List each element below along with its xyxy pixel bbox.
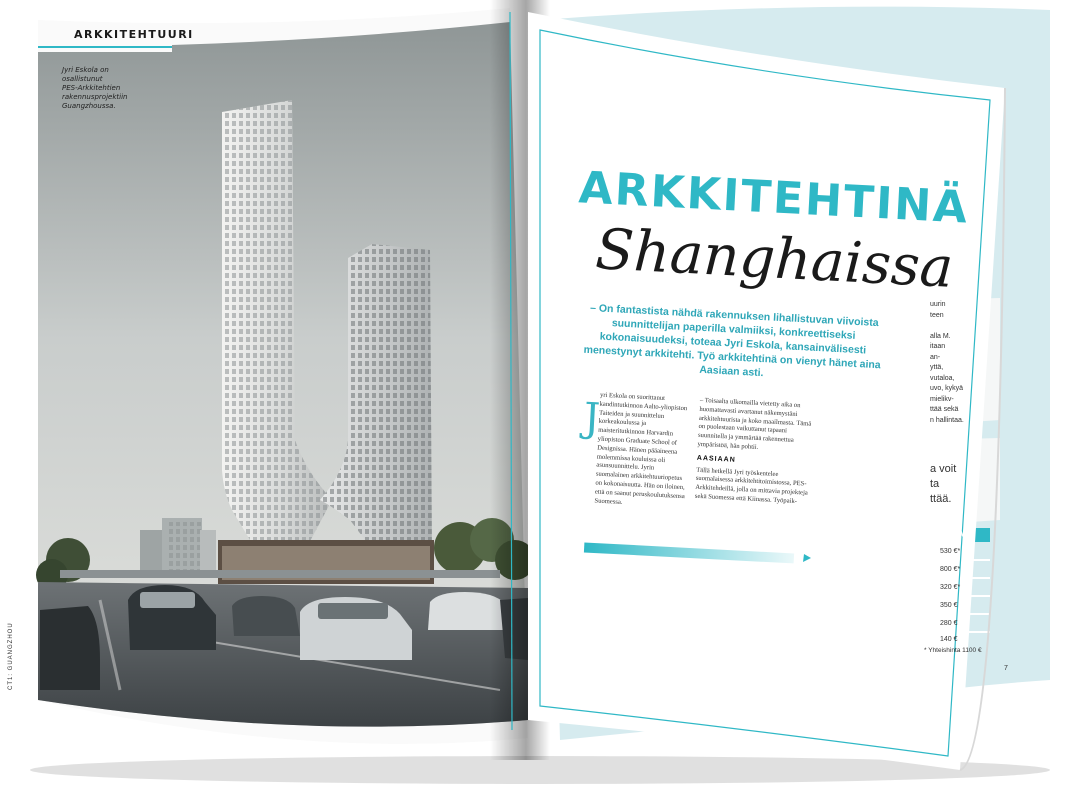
back-page-text-large: a voit ta ttää.	[930, 463, 957, 505]
article-title-script: Shanghaissa	[593, 217, 955, 301]
back-page-text: uurin teen alla M. itaan an- yttä, vutaloa, uvo, kykyä mielikv- ttää sekä n hallintaa.	[930, 301, 964, 424]
price-cell: 280 €	[940, 620, 958, 627]
price-cell: 530 €*	[940, 548, 961, 555]
page-number: 7	[1004, 665, 1008, 672]
price-note: * Yhteishinta 1100 €	[924, 647, 982, 654]
article-title: ARKKITEHTINÄ	[577, 162, 971, 234]
article-lead: – On fantastista nähdä rakennuksen lihallistuvan viivoista suunnittelijan paperilla valmiiksi, konkreettiseksi kokonaisuudeksi, toteaa Jyri Eskola, kansainvälisesti menestynyt arkkitehti. Työ arkkitehtinä on vienyt hänet aina Aasiaan asti.	[583, 301, 882, 380]
photo-credit: CT1: GUANGZHOU	[8, 622, 14, 690]
body-paragraph: Tällä hetkellä Jyri työskentelee suomalaisessa arkkitehtitoimistossa, PES-Arkkitehdeillä, jolla on mittavia projekteja sekä Suomessa että Kiinassa. Työpaik-	[694, 466, 808, 506]
drop-cap: J	[582, 394, 602, 442]
price-cell: 800 €*	[940, 566, 961, 573]
price-cell: 140 €	[940, 636, 958, 643]
photo-caption: Jyri Eskola on osallistunut PES-Arkkitehtien rakennusprojektiin Guangzhoussa.	[62, 66, 128, 110]
subheading: AASIAAN	[696, 454, 736, 464]
body-paragraph: – Toisaalta ulkomailla vietetty aika on huomattavasti avartanut näkemystäni arkkitehtuurista ja koko maailmasta. Tämä on puolestaan vaikuttanut tapaani suunnitella ja ymmärtää rakennettua ympäristöä, hän pohtii.	[697, 396, 812, 451]
section-label: ARKKITEHTUURI	[74, 28, 194, 41]
body-column-2	[695, 397, 818, 508]
price-table-title: HINTA	[940, 530, 964, 539]
price-cell: 350 €	[940, 602, 958, 609]
price-cell: 320 €*	[940, 584, 961, 591]
body-column-1: yri Eskola on suorittanut kandintutkinnon Aalto-yliopiston Taiteiden ja suunnittelun korkeakoulussa ja maisteritutkinnon Harvardin yliopiston Graduate School of Designissa. Hänen pääaineena molemmissa kouluissa oli asunsuunnittelu. Jyrin suomalainen arkkitehtuuriopetus on kokonaisuutta. Hän on iloinen, että on saanut peruskoulutuksensa Suomessa.	[594, 391, 688, 506]
